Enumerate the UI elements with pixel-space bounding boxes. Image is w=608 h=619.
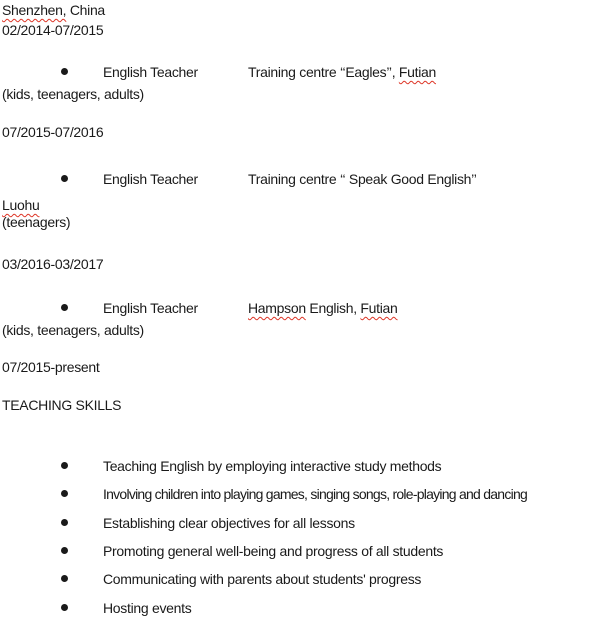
job-title: English Teacher (103, 300, 198, 316)
job-organization (248, 300, 398, 316)
skill-text: Hosting events (103, 600, 192, 616)
bullet-icon (61, 490, 68, 497)
job-entry-3 (61, 299, 398, 318)
bullet-icon (61, 462, 68, 469)
skill-text: Communicating with parents about students' progress (103, 571, 422, 587)
audience-line: (kids, teenagers, adults) (2, 322, 144, 338)
audience-line: (kids, teenagers, adults) (2, 86, 144, 102)
job-organization (248, 64, 436, 80)
skill-text: Establishing clear objectives for all lessons (103, 515, 355, 531)
skill-item (61, 457, 441, 476)
skill-item (61, 570, 421, 589)
misspelled-word: Hampson (248, 300, 306, 316)
audience-line: (teenagers) (2, 214, 71, 230)
date-range-2: 07/2015-07/2016 (2, 124, 104, 140)
job-title: English Teacher (103, 171, 198, 187)
job-title: English Teacher (103, 64, 198, 80)
date-range-current: 07/2015-present (2, 359, 100, 375)
job-organization: Training centre ‘‘ Speak Good English’’ (248, 171, 477, 187)
bullet-icon (61, 519, 68, 526)
job-entry-2 (61, 170, 477, 189)
skill-item (61, 514, 355, 533)
misspelled-word: Luohu (2, 197, 40, 213)
bullet-icon (61, 604, 68, 611)
bullet-icon (61, 304, 68, 311)
bullet-icon (61, 175, 68, 182)
location-line (2, 1, 105, 20)
skill-item (61, 599, 191, 618)
job-entry-1 (61, 63, 436, 82)
bullet-icon (61, 68, 68, 75)
skill-text: Involving children into playing games, singing songs, role-playing and dancing (103, 486, 528, 502)
misspelled-word: Shenzhen, (2, 2, 67, 18)
skill-text: Teaching English by employing interactive study methods (103, 458, 442, 474)
skill-item (61, 485, 527, 504)
org-text: English, (305, 300, 361, 316)
skills-heading: TEACHING SKILLS (2, 397, 122, 413)
bullet-icon (61, 575, 68, 582)
org-text: Training centre ‘‘Eagles’’, (248, 64, 399, 80)
date-range-1: 02/2014-07/2015 (2, 22, 104, 38)
location-rest: China (66, 2, 105, 18)
skill-text: Promoting general well-being and progress of all students (103, 543, 444, 559)
misspelled-word: Futian (360, 300, 398, 316)
date-range-3: 03/2016-03/2017 (2, 256, 104, 272)
misspelled-word: Futian (398, 64, 436, 80)
skill-item (61, 542, 443, 561)
bullet-icon (61, 547, 68, 554)
